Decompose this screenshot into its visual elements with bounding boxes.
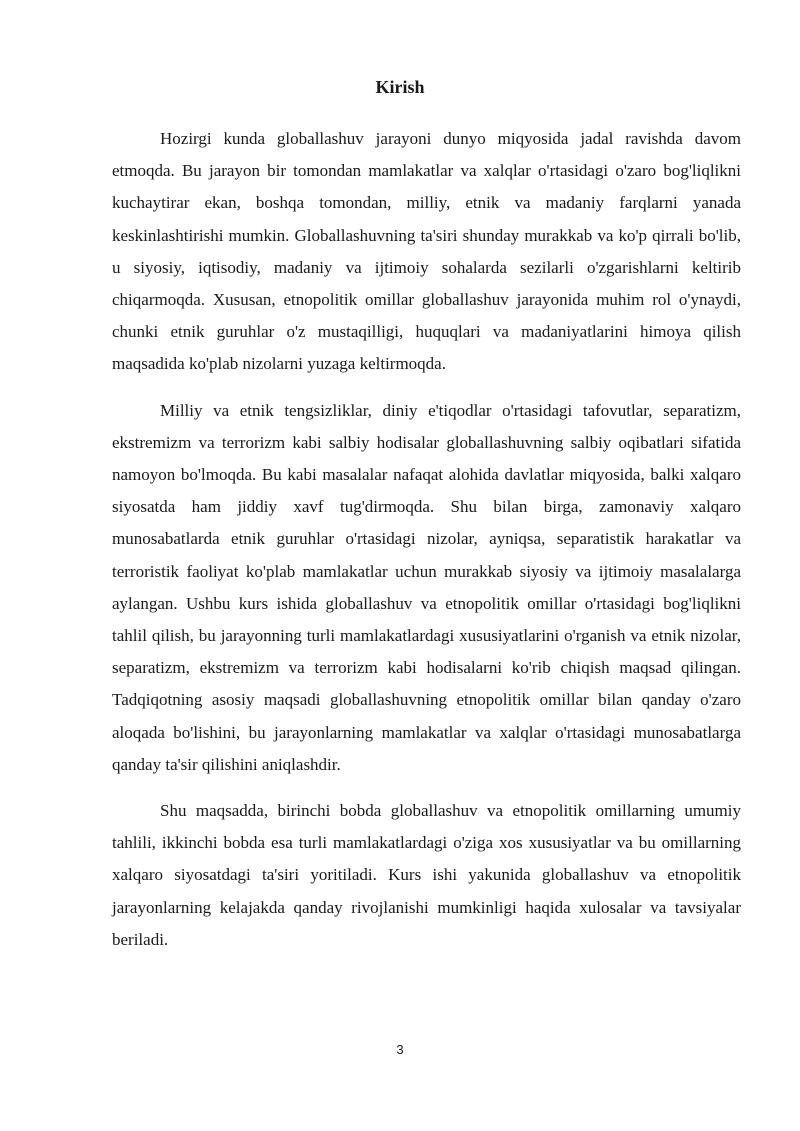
paragraph-1: Hozirgi kunda globallashuv jarayoni dunyo miqyosida jadal ravishda davom etmoqda. Bu jarayon bir tomondan mamlakatlar va xalqlar o'rtasidagi o'zaro bog'liqlikni kuchaytirar ekan, boshqa tomondan, milliy, etnik va madaniy farqlarni yanada keskinlashtirishi mumkin. Globallashuvning ta'siri shunday murakkab va ko'p qirrali bo'lib, u siyosiy, iqtisodiy, madaniy va ijtimoiy sohalarda sezilarli o'zgarishlarni keltirib chiqarmoqda. Xususan, etnopolitik omillar globallashuv jarayonida muhim rol o'ynaydi, chunki etnik guruhlar o'z mustaqilligi, huquqlari va madaniyatlarini himoya qilish maqsadida ko'plab nizolarni yuzaga keltirmoqda.: [112, 129, 741, 374]
paragraph-2: Milliy va etnik tengsizliklar, diniy e'tiqodlar o'rtasidagi tafovutlar, separatizm, ekstremizm va terrorizm kabi salbiy hodisalar globallashuvning salbiy oqibatlari sifatida namoyon bo'lmoqda. Bu kabi masalalar nafaqat alohida davlatlar miqyosida, balki xalqaro siyosatda ham jiddiy xavf tug'dirmoqda. Shu bilan birga, zamonaviy xalqaro munosabatlarda etnik guruhlar o'rtasidagi nizolar, ayniqsa, separatistik harakatlar va terroristik faoliyat ko'plab mamlakatlar uchun murakkab siyosiy va ijtimoiy masalalarga aylangan. Ushbu kurs ishida globallashuv va etnopolitik omillar o'rtasidagi bog'liqlikni tahlil qilish, bu jarayonning turli mamlakatlardagi xususiyatlarini o'rganish va etnik nizolar, separatizm, ekstremizm va terrorizm kabi hodisalarni ko'rib chiqish maqsad qilingan. Tadqiqotning asosiy maqsadi globallashuvning etnopolitik omillar bilan qanday o'zaro aloqada bo'lishini, bu jarayonlarning mamlakatlar va xalqlar o'rtasidagi munosabatlarga qanday ta'sir qilishini aniqlashdir.: [112, 400, 741, 774]
page-number: 3: [396, 1042, 404, 1057]
body-text: [112, 123, 741, 956]
paragraph-3: Shu maqsadda, birinchi bobda globallashuv va etnopolitik omillarning umumiy tahlili, ikkinchi bobda esa turli mamlakatlardagi o'ziga xos xususiyatlar va bu omillarning xalqaro siyosatdagi ta'siri yoritiladi. Kurs ishi yakunida globallashuv va etnopolitik jarayonlarning kelajakda qanday rivojlanishi mumkinligi haqida xulosalar va tavsiyalar beriladi.: [112, 801, 741, 949]
page-title: Kirish: [375, 77, 425, 97]
